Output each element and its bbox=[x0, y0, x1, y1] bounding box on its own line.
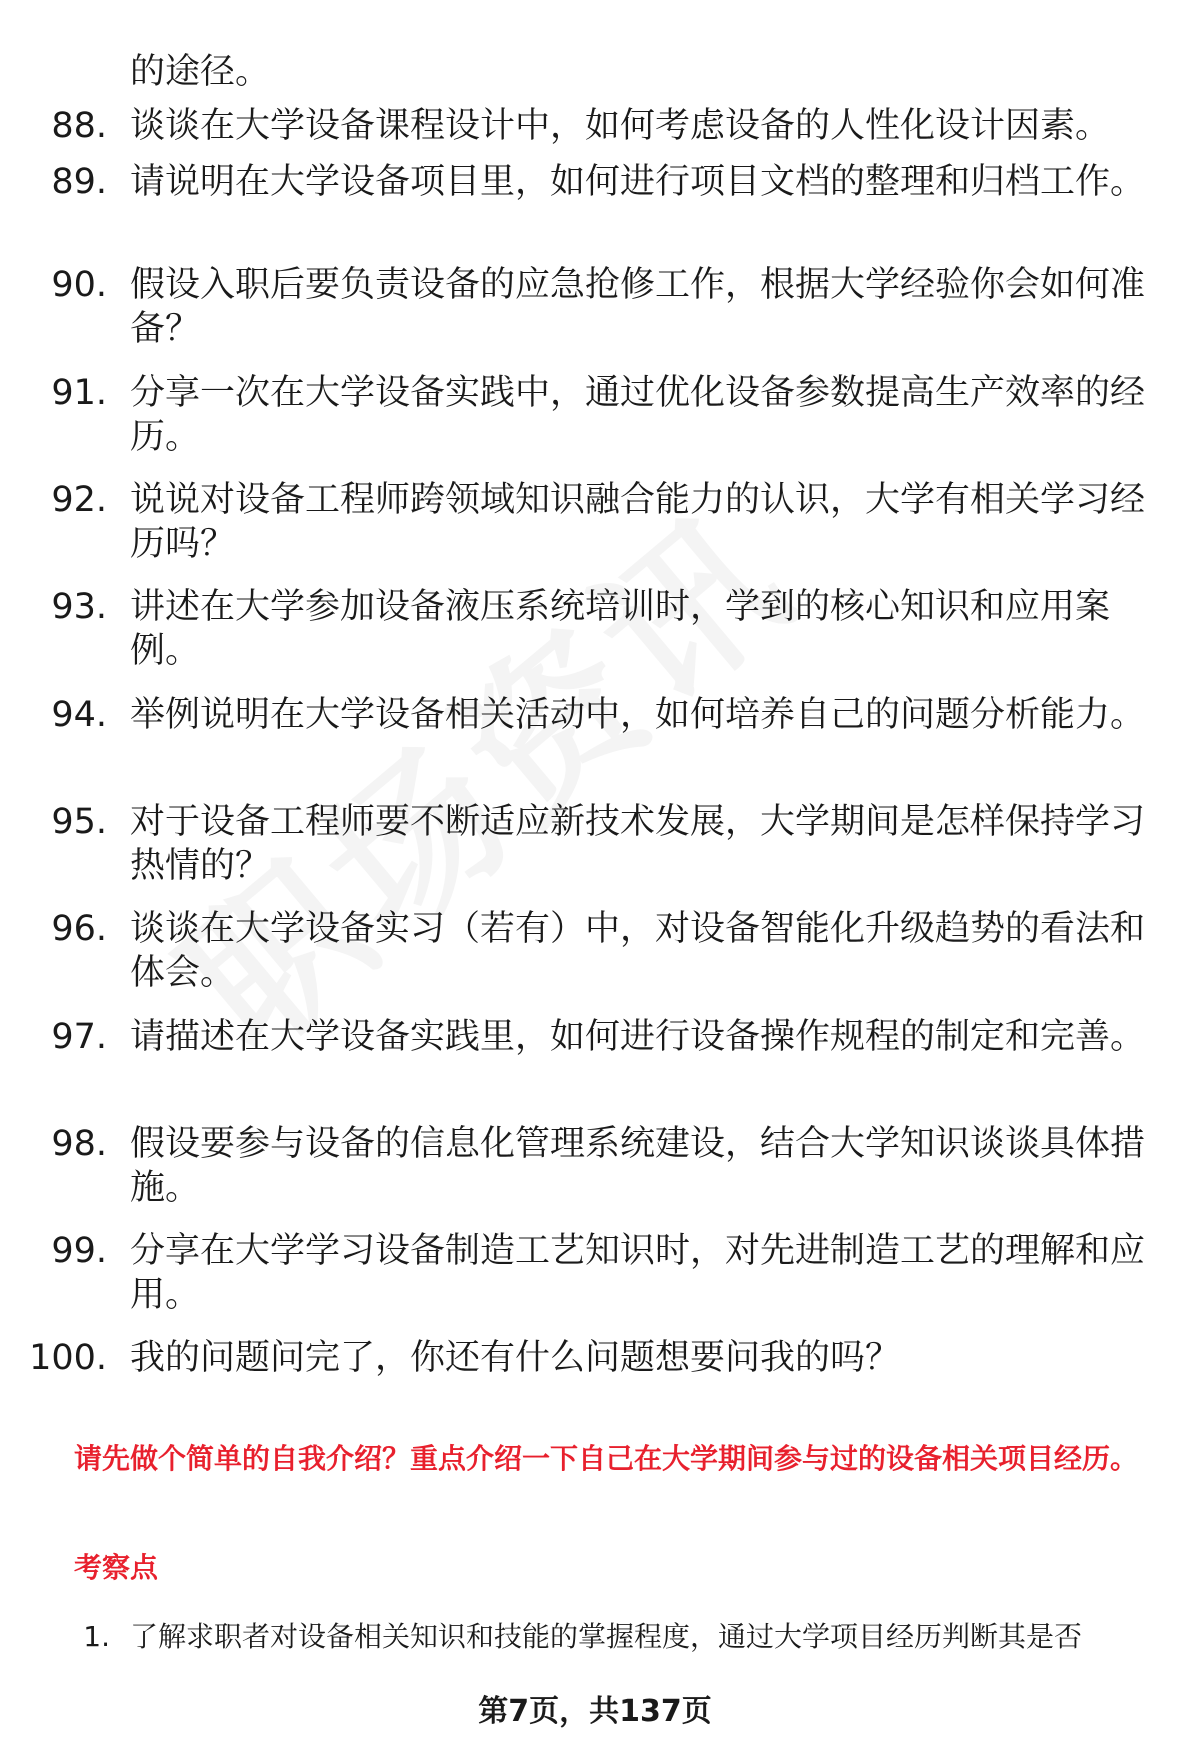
item-number: 99. bbox=[51, 1231, 107, 1271]
item-text: 分享一次在大学设备实践中，通过优化设备参数提高生产效率的经历。 bbox=[130, 373, 1146, 457]
item-text: 的途径。 bbox=[130, 52, 271, 92]
item-text: 说说对设备工程师跨领域知识融合能力的认识，大学有相关学习经历吗？ bbox=[130, 480, 1146, 564]
item-number: 91. bbox=[51, 373, 107, 413]
item-number: 92. bbox=[51, 480, 107, 520]
item-text: 请说明在大学设备项目里，如何进行项目文档的整理和归档工作。 bbox=[130, 162, 1146, 202]
section-heading: 请先做个简单的自我介绍？重点介绍一下自己在大学期间参与过的设备相关项目经历。 bbox=[74, 1442, 1139, 1475]
item-text: 对于设备工程师要不断适应新技术发展，大学期间是怎样保持学习热情的？ bbox=[130, 802, 1146, 886]
item-number: 94. bbox=[51, 695, 107, 735]
item-number: 100. bbox=[29, 1338, 107, 1378]
item-text: 请描述在大学设备实践里，如何进行设备操作规程的制定和完善。 bbox=[130, 1017, 1146, 1057]
item-text: 了解求职者对设备相关知识和技能的掌握程度，通过大学项目经历判断其是否 bbox=[130, 1620, 1083, 1653]
item-number: 97. bbox=[51, 1017, 107, 1057]
item-number: 98. bbox=[51, 1124, 107, 1164]
item-text: 我的问题问完了，你还有什么问题想要问我的吗？ bbox=[130, 1338, 901, 1378]
item-text: 讲述在大学参加设备液压系统培训时，学到的核心知识和应用案例。 bbox=[130, 587, 1111, 671]
page-number: 第7页，共137页 bbox=[478, 1694, 712, 1729]
item-number: 90. bbox=[51, 265, 107, 305]
item-text: 假设要参与设备的信息化管理系统建设，结合大学知识谈谈具体措施。 bbox=[130, 1124, 1146, 1208]
item-text: 分享在大学学习设备制造工艺知识时，对先进制造工艺的理解和应用。 bbox=[130, 1231, 1146, 1315]
item-number: 93. bbox=[51, 587, 107, 627]
item-text: 谈谈在大学设备课程设计中，如何考虑设备的人性化设计因素。 bbox=[130, 106, 1111, 146]
assessment-points-heading: 考察点 bbox=[74, 1551, 159, 1584]
item-number: 96. bbox=[51, 909, 107, 949]
item-text: 谈谈在大学设备实习（若有）中，对设备智能化升级趋势的看法和体会。 bbox=[130, 909, 1146, 993]
item-number: 88. bbox=[51, 106, 107, 146]
item-text: 假设入职后要负责设备的应急抢修工作，根据大学经验你会如何准备？ bbox=[130, 265, 1146, 349]
item-number: 1. bbox=[83, 1620, 110, 1653]
item-number: 89. bbox=[51, 162, 107, 202]
item-number: 95. bbox=[51, 802, 107, 842]
item-text: 举例说明在大学设备相关活动中，如何培养自己的问题分析能力。 bbox=[130, 695, 1146, 735]
